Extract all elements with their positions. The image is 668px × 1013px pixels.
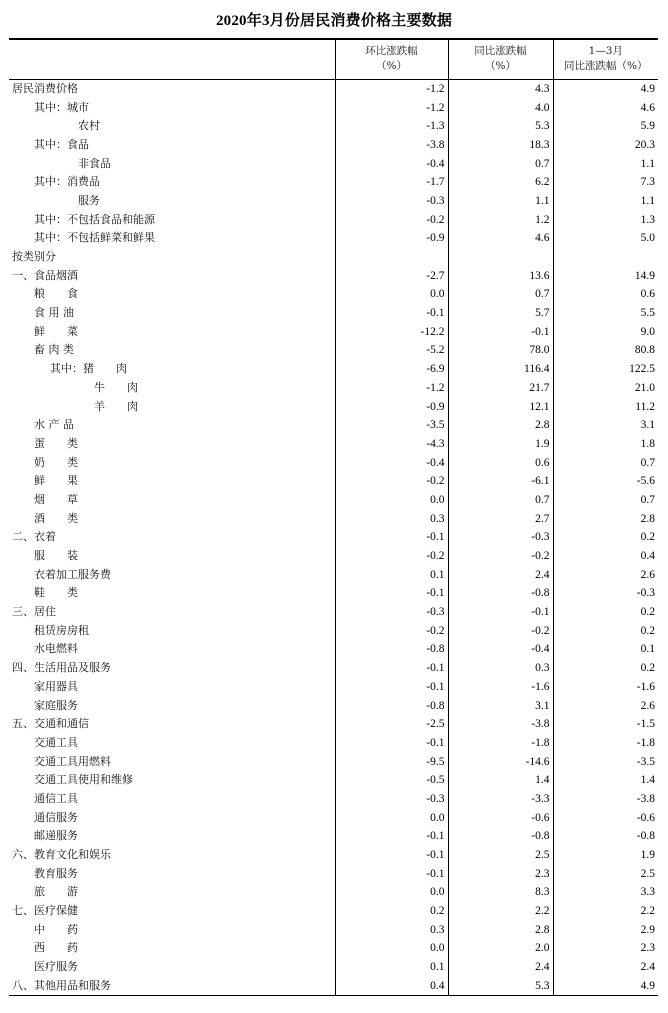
header-mom	[335, 39, 448, 79]
row-ytd-value: 1.8	[553, 435, 658, 454]
row-mom-value: -2.5	[335, 715, 448, 734]
table-row	[9, 827, 658, 846]
header-mom-line1: 环比涨跌幅	[365, 45, 418, 58]
table-row	[9, 790, 658, 809]
row-yoy-value: 0.7	[448, 491, 553, 510]
row-label: 其中：城市	[34, 100, 89, 114]
row-yoy-value: -0.2	[448, 621, 553, 640]
row-yoy-value: 2.8	[448, 416, 553, 435]
row-mom-value: -0.1	[335, 304, 448, 323]
table-row	[9, 304, 658, 323]
table-body	[9, 79, 658, 996]
row-yoy-value: -14.6	[448, 752, 553, 771]
row-label: 非食品	[78, 156, 111, 170]
row-mom-value: -1.3	[335, 117, 448, 136]
row-label: 水 产 品	[34, 418, 74, 432]
row-yoy-value: 1.1	[448, 192, 553, 211]
table-row	[9, 977, 658, 996]
row-mom-value: -9.5	[335, 752, 448, 771]
row-yoy-value: -0.8	[448, 827, 553, 846]
row-label: 八、其他用品和服务	[9, 977, 335, 996]
row-ytd-value: -0.6	[553, 808, 658, 827]
row-yoy-value: 12.1	[448, 397, 553, 416]
row-mom-value: -6.9	[335, 360, 448, 379]
table-row	[9, 958, 658, 977]
row-label: 服务	[78, 193, 100, 207]
table-row	[9, 472, 658, 491]
table-row	[9, 453, 658, 472]
row-label: 七、医疗保健	[12, 904, 78, 918]
row-yoy-value: 116.4	[448, 360, 553, 379]
row-mom-value: -1.2	[335, 98, 448, 117]
row-mom-value: -0.8	[335, 640, 448, 659]
table-row	[9, 864, 658, 883]
table-row	[9, 565, 658, 584]
row-mom-value: -0.1	[335, 659, 448, 678]
table-row	[9, 528, 658, 547]
header-yoy-line1: 同比涨跌幅	[474, 45, 527, 58]
row-yoy-value: -0.3	[448, 528, 553, 547]
row-label: 交通工具	[34, 735, 78, 749]
row-yoy-value: -1.8	[448, 734, 553, 753]
table-row	[9, 734, 658, 753]
row-label: 鲜 果	[34, 474, 78, 488]
table-row	[9, 678, 658, 697]
header-yoy-line2: （%）	[485, 60, 516, 73]
table-row	[9, 621, 658, 640]
row-label: 西 药	[34, 941, 78, 955]
page-title: 2020年3月份居民消费价格主要数据	[215, 13, 453, 29]
row-ytd-value: 1.3	[553, 210, 658, 229]
row-mom-value: -2.7	[335, 266, 448, 285]
table-row	[9, 117, 658, 136]
row-ytd-value: 0.2	[553, 603, 658, 622]
row-ytd-value: -3.8	[553, 790, 658, 809]
row-yoy-value: 2.0	[448, 939, 553, 958]
table-row	[9, 379, 658, 398]
row-mom-value: -3.8	[335, 136, 448, 155]
row-label: 其中：消费品	[34, 175, 100, 189]
table-row	[9, 771, 658, 790]
header-ytd-line2: 同比涨跌幅（%）	[564, 60, 648, 73]
row-label: 牛 肉	[94, 380, 138, 394]
table-row	[9, 491, 658, 510]
row-mom-value: 0.3	[335, 920, 448, 939]
row-ytd-value: 2.3	[553, 939, 658, 958]
row-yoy-value: -1.6	[448, 678, 553, 697]
row-label: 三、居住	[12, 605, 56, 619]
row-ytd-value: 0.4	[553, 547, 658, 566]
table-row	[9, 210, 658, 229]
row-yoy-value: 2.7	[448, 509, 553, 528]
table-row	[9, 248, 658, 267]
row-label: 按类别分	[12, 250, 56, 264]
row-yoy-value: 0.7	[448, 285, 553, 304]
row-label: 其中：不包括食品和能源	[34, 212, 155, 226]
row-mom-value: -4.3	[335, 435, 448, 454]
table-row	[9, 79, 658, 98]
row-label: 其中：食品	[34, 137, 89, 151]
table-row	[9, 435, 658, 454]
table-row	[9, 360, 658, 379]
row-ytd-value: 80.8	[553, 341, 658, 360]
row-label: 其中：不包括鲜菜和鲜果	[34, 231, 155, 245]
table-row	[9, 584, 658, 603]
row-ytd-value: 9.0	[553, 322, 658, 341]
row-ytd-value	[553, 248, 658, 267]
row-mom-value: -0.1	[335, 734, 448, 753]
row-mom-value: -0.2	[335, 210, 448, 229]
row-ytd-value: 2.2	[553, 902, 658, 921]
row-mom-value: -12.2	[335, 322, 448, 341]
table-row	[9, 192, 658, 211]
row-ytd-value: 0.7	[553, 453, 658, 472]
table-row	[9, 659, 658, 678]
row-label: 一、食品烟酒	[12, 268, 78, 282]
row-mom-value: -0.5	[335, 771, 448, 790]
row-yoy-value: -3.8	[448, 715, 553, 734]
table-row	[9, 266, 658, 285]
row-label: 酒 类	[34, 511, 78, 525]
row-mom-value: 0.0	[335, 808, 448, 827]
row-mom-value: 0.0	[335, 491, 448, 510]
row-mom-value: -0.1	[335, 846, 448, 865]
row-mom-value: -0.3	[335, 603, 448, 622]
row-label: 羊 肉	[94, 399, 138, 413]
row-yoy-value: 1.4	[448, 771, 553, 790]
row-yoy-value: 8.3	[448, 883, 553, 902]
table-row	[9, 285, 658, 304]
table-row	[9, 752, 658, 771]
row-label: 居民消费价格	[12, 81, 78, 95]
table-row	[9, 154, 658, 173]
row-mom-value: 0.1	[335, 565, 448, 584]
row-ytd-value: 2.4	[553, 958, 658, 977]
row-ytd-value: 4.9	[553, 79, 658, 98]
row-mom-value: -0.3	[335, 192, 448, 211]
row-ytd-value: -1.5	[553, 715, 658, 734]
row-label: 邮递服务	[34, 829, 78, 843]
row-yoy-value: 0.7	[448, 154, 553, 173]
row-mom-value: -1.7	[335, 173, 448, 192]
row-yoy-value: 5.3	[448, 117, 553, 136]
table-row	[9, 416, 658, 435]
row-ytd-value: -1.8	[553, 734, 658, 753]
row-label: 烟 草	[34, 492, 78, 506]
row-ytd-value: 4.9	[553, 977, 658, 996]
row-mom-value	[335, 248, 448, 267]
row-mom-value: -1.2	[335, 379, 448, 398]
table-row	[9, 229, 658, 248]
row-mom-value: -0.4	[335, 154, 448, 173]
row-ytd-value: 2.6	[553, 565, 658, 584]
row-ytd-value: 1.1	[553, 154, 658, 173]
row-mom-value: -0.9	[335, 229, 448, 248]
row-label: 农村	[78, 119, 100, 133]
table-row	[9, 547, 658, 566]
row-mom-value: -0.8	[335, 696, 448, 715]
row-label: 家庭服务	[34, 698, 78, 712]
row-mom-value: 0.0	[335, 285, 448, 304]
row-ytd-value: 20.3	[553, 136, 658, 155]
row-ytd-value: 5.0	[553, 229, 658, 248]
row-mom-value: -3.5	[335, 416, 448, 435]
row-label: 租赁房房租	[34, 623, 89, 637]
row-ytd-value: 0.2	[553, 621, 658, 640]
row-ytd-value: 0.2	[553, 659, 658, 678]
row-label: 旅 游	[34, 885, 78, 899]
row-mom-value: -0.1	[335, 864, 448, 883]
table-header	[9, 39, 658, 79]
row-label: 衣着加工服务费	[34, 567, 111, 581]
row-ytd-value: 3.1	[553, 416, 658, 435]
row-mom-value: -0.1	[335, 678, 448, 697]
table-row	[9, 808, 658, 827]
row-label: 家用器具	[34, 679, 78, 693]
row-mom-value: 0.1	[335, 958, 448, 977]
row-ytd-value: 0.6	[553, 285, 658, 304]
row-mom-value: -5.2	[335, 341, 448, 360]
row-label: 粮 食	[34, 287, 78, 301]
row-yoy-value: 0.6	[448, 453, 553, 472]
row-yoy-value	[448, 248, 553, 267]
table-row	[9, 883, 658, 902]
row-label: 交通工具使用和维修	[34, 773, 133, 787]
row-yoy-value: 4.3	[448, 79, 553, 98]
row-label: 奶 类	[34, 455, 78, 469]
row-label: 水电燃料	[34, 642, 78, 656]
row-yoy-value: 78.0	[448, 341, 553, 360]
row-ytd-value: 1.4	[553, 771, 658, 790]
row-yoy-value: 2.3	[448, 864, 553, 883]
row-ytd-value: 5.9	[553, 117, 658, 136]
row-mom-value: -0.3	[335, 790, 448, 809]
header-ytd	[553, 39, 658, 79]
row-yoy-value: -0.1	[448, 603, 553, 622]
row-yoy-value: -0.2	[448, 547, 553, 566]
table-row	[9, 397, 658, 416]
table-row	[9, 509, 658, 528]
row-yoy-value: 2.8	[448, 920, 553, 939]
row-ytd-value: -0.8	[553, 827, 658, 846]
row-yoy-value: 2.5	[448, 846, 553, 865]
row-label: 医疗服务	[34, 960, 78, 974]
row-ytd-value: 4.6	[553, 98, 658, 117]
row-mom-value: -0.2	[335, 472, 448, 491]
row-label: 中 药	[34, 922, 78, 936]
row-ytd-value: 0.2	[553, 528, 658, 547]
row-ytd-value: 7.3	[553, 173, 658, 192]
row-yoy-value: 5.7	[448, 304, 553, 323]
row-label: 通信服务	[34, 810, 78, 824]
row-yoy-value: 4.0	[448, 98, 553, 117]
row-yoy-value: 2.4	[448, 958, 553, 977]
row-ytd-value: 0.1	[553, 640, 658, 659]
row-mom-value: -0.1	[335, 584, 448, 603]
row-mom-value: -0.9	[335, 397, 448, 416]
row-ytd-value: 1.1	[553, 192, 658, 211]
row-yoy-value: 5.3	[448, 977, 553, 996]
row-yoy-value: -0.1	[448, 322, 553, 341]
row-yoy-value: 2.4	[448, 565, 553, 584]
table-row	[9, 939, 658, 958]
row-ytd-value: -0.3	[553, 584, 658, 603]
row-yoy-value: 18.3	[448, 136, 553, 155]
header-yoy	[448, 39, 553, 79]
row-mom-value: 0.4	[335, 977, 448, 996]
row-ytd-value: 2.5	[553, 864, 658, 883]
row-mom-value: 0.0	[335, 883, 448, 902]
row-yoy-value: 1.2	[448, 210, 553, 229]
table-row	[9, 846, 658, 865]
row-ytd-value: -5.6	[553, 472, 658, 491]
row-label: 食 用 油	[34, 306, 74, 320]
row-label: 教育服务	[34, 866, 78, 880]
table-row	[9, 341, 658, 360]
row-label: 四、生活用品及服务	[12, 661, 111, 675]
row-yoy-value: 21.7	[448, 379, 553, 398]
row-label: 交通工具用燃料	[34, 754, 111, 768]
row-ytd-value: 11.2	[553, 397, 658, 416]
row-label: 鞋 类	[34, 586, 78, 600]
row-mom-value: -0.1	[335, 827, 448, 846]
row-ytd-value: 5.5	[553, 304, 658, 323]
row-label: 鲜 菜	[34, 324, 78, 338]
row-mom-value: -0.4	[335, 453, 448, 472]
row-label: 其中：猪 肉	[50, 362, 127, 376]
row-ytd-value: 2.6	[553, 696, 658, 715]
row-yoy-value: 6.2	[448, 173, 553, 192]
cpi-data-table	[9, 38, 658, 996]
row-mom-value: 0.2	[335, 902, 448, 921]
row-ytd-value: -3.5	[553, 752, 658, 771]
row-label: 服 装	[34, 549, 78, 563]
row-ytd-value: -1.6	[553, 678, 658, 697]
row-mom-value: -0.2	[335, 547, 448, 566]
table-row	[9, 322, 658, 341]
row-ytd-value: 122.5	[553, 360, 658, 379]
table-row	[9, 173, 658, 192]
row-label: 畜 肉 类	[34, 343, 74, 357]
row-ytd-value: 21.0	[553, 379, 658, 398]
row-yoy-value: 0.3	[448, 659, 553, 678]
table-row	[9, 715, 658, 734]
row-yoy-value: -0.8	[448, 584, 553, 603]
row-ytd-value: 14.9	[553, 266, 658, 285]
row-label: 二、衣着	[12, 530, 56, 544]
row-yoy-value: -3.3	[448, 790, 553, 809]
row-yoy-value: -0.4	[448, 640, 553, 659]
row-mom-value: 0.3	[335, 509, 448, 528]
row-yoy-value: 1.9	[448, 435, 553, 454]
row-yoy-value: 2.2	[448, 902, 553, 921]
row-ytd-value: 2.9	[553, 920, 658, 939]
header-ytd-line1: 1—3月	[588, 45, 623, 58]
row-label: 通信工具	[34, 791, 78, 805]
table-row	[9, 98, 658, 117]
header-mom-line2: （%）	[376, 60, 407, 73]
table-row	[9, 136, 658, 155]
row-label: 五、交通和通信	[12, 717, 89, 731]
table-row	[9, 920, 658, 939]
row-label: 蛋 类	[34, 436, 78, 450]
row-ytd-value: 0.7	[553, 491, 658, 510]
row-yoy-value: -6.1	[448, 472, 553, 491]
row-mom-value: 0.0	[335, 939, 448, 958]
header-category	[9, 39, 335, 79]
row-mom-value: -0.1	[335, 528, 448, 547]
row-label: 六、教育文化和娱乐	[12, 848, 111, 862]
row-yoy-value: -0.6	[448, 808, 553, 827]
table-row	[9, 640, 658, 659]
row-ytd-value: 2.8	[553, 509, 658, 528]
row-ytd-value: 3.3	[553, 883, 658, 902]
row-yoy-value: 13.6	[448, 266, 553, 285]
table-row	[9, 696, 658, 715]
row-mom-value: -0.2	[335, 621, 448, 640]
table-row	[9, 603, 658, 622]
table-row	[9, 902, 658, 921]
row-ytd-value: 1.9	[553, 846, 658, 865]
row-yoy-value: 4.6	[448, 229, 553, 248]
row-yoy-value: 3.1	[448, 696, 553, 715]
row-mom-value: -1.2	[335, 79, 448, 98]
